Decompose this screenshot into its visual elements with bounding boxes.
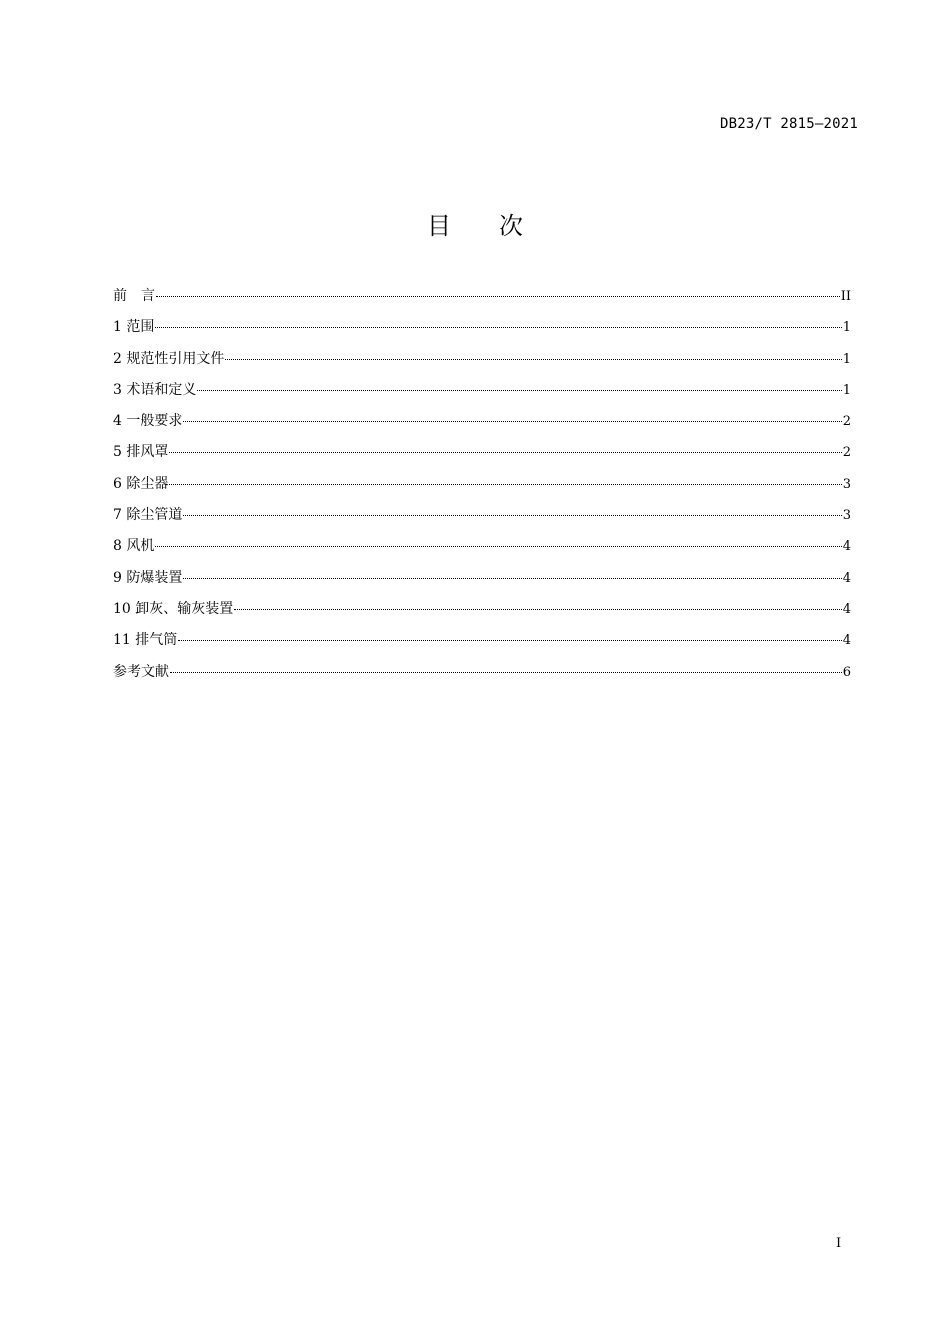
toc-entry-scope[interactable] — [113, 317, 851, 348]
toc-entry-page: 4 — [842, 633, 851, 649]
toc-entry-dust-duct[interactable] — [113, 505, 851, 536]
toc-entry-page: 1 — [842, 351, 851, 367]
dot-leader — [197, 390, 841, 391]
dot-leader — [183, 515, 841, 516]
dot-leader — [170, 672, 842, 673]
toc-entry-label: 1 范围 — [113, 319, 155, 336]
dot-leader — [155, 327, 841, 328]
dot-leader — [183, 578, 841, 579]
dot-leader — [178, 640, 841, 641]
toc-entry-foreword[interactable] — [113, 286, 851, 317]
toc-entry-exhaust-stack[interactable] — [113, 630, 851, 661]
toc-entry-ash-discharge[interactable] — [113, 599, 851, 630]
page-number: I — [836, 1236, 842, 1251]
toc-entry-label: 7 除尘管道 — [113, 507, 183, 524]
toc-entry-label: 11 排气筒 — [113, 632, 178, 649]
toc-entry-label: 2 规范性引用文件 — [113, 350, 225, 367]
toc-entry-label: 3 术语和定义 — [113, 381, 197, 398]
document-code: DB23/T 2815—2021 — [719, 116, 858, 132]
toc-entry-page: 4 — [842, 601, 851, 617]
dot-leader — [225, 359, 841, 360]
toc-entry-bibliography[interactable] — [113, 662, 851, 693]
toc-entry-page: 4 — [842, 539, 851, 555]
toc-entry-label: 前 言 — [113, 288, 155, 304]
toc-entry-page: 1 — [842, 320, 851, 336]
toc-entry-label: 4 一般要求 — [113, 413, 183, 430]
dot-leader — [234, 609, 841, 610]
table-of-contents — [113, 286, 851, 693]
toc-entry-label: 8 风机 — [113, 538, 155, 555]
toc-entry-fan[interactable] — [113, 536, 851, 567]
toc-entry-terms-definitions[interactable] — [113, 380, 851, 411]
toc-entry-page: 3 — [842, 508, 851, 524]
toc-entry-explosion-protection[interactable] — [113, 568, 851, 599]
toc-entry-dust-collector[interactable] — [113, 474, 851, 505]
toc-entry-page: 2 — [842, 445, 851, 461]
toc-entry-page: II — [840, 289, 851, 304]
toc-entry-page: 2 — [842, 414, 851, 430]
toc-entry-page: 1 — [842, 382, 851, 398]
toc-entry-page: 6 — [842, 664, 851, 680]
dot-leader — [183, 421, 841, 422]
toc-title: 目次 — [427, 212, 571, 240]
toc-entry-label: 5 排风罩 — [113, 444, 169, 461]
dot-leader — [156, 296, 840, 297]
dot-leader — [155, 546, 841, 547]
dot-leader — [169, 452, 841, 453]
toc-entry-exhaust-hood[interactable] — [113, 442, 851, 473]
toc-entry-normative-references[interactable] — [113, 349, 851, 380]
toc-entry-label: 9 防爆装置 — [113, 569, 183, 586]
toc-entry-general-requirements[interactable] — [113, 411, 851, 442]
dot-leader — [169, 484, 841, 485]
toc-entry-label: 10 卸灰、输灰装置 — [113, 600, 234, 617]
toc-entry-page: 4 — [842, 570, 851, 586]
toc-entry-page: 3 — [842, 476, 851, 492]
toc-entry-label: 6 除尘器 — [113, 475, 169, 492]
toc-entry-label: 参考文献 — [113, 663, 169, 680]
